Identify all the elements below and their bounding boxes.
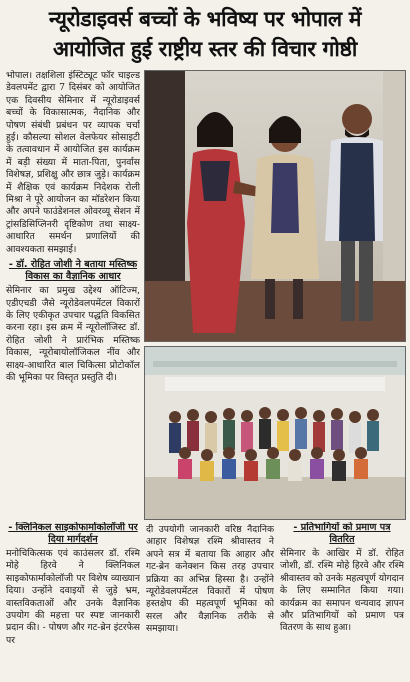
photo-certificate-presentation	[144, 70, 406, 342]
bottom-right-column	[280, 522, 404, 678]
headline-line-2: आयोजित हुई राष्ट्रीय स्तर की विचार गोष्ठी	[53, 37, 357, 61]
section1-paragraph: सेमिनार का प्रमुख उद्देश्य ऑटिज्म, एडीएचडी जैसे न्यूरोडेवलपमेंटल विकारों के लिए एकीकृत उपचार पद्धति विकसित करना रहा। इस क्रम में न्यूरोलॉजिस्ट डॉ. रोहित जोशी ने प्रारंभिक मस्तिष्क विकास, न्यूरोबायोलॉजिकल नींव और साक्ष्य-आधारित बाल चिकित्सा प्रोटोकॉल की भूमिका पर विस्तृत प्रस्तुति दी।	[6, 285, 140, 383]
bottom-left-column	[6, 522, 140, 678]
headline-line-1: न्यूरोडाइवर्स बच्चों के भविष्य पर भोपाल में	[48, 7, 362, 31]
section2-heading: - क्लिनिकल साइकोफार्माकोलॉजी पर दिया मार्गदर्शन	[8, 522, 138, 545]
section2-paragraph: मनोचिकित्सक एवं काउंसलर डॉ. रश्मि मोहे हिरवे ने क्लिनिकल साइकोफार्माकोलॉजी पर विशेष व्याख्यान दिया। उन्होंने दवाइयों से जुड़े भ्रम, वास्तविकताओं और उनके वैज्ञानिक उपयोग की महत्ता पर स्पष्ट जानकारी प्रदान की। - पोषण और गट-ब्रेन इंटरफेस पर	[6, 548, 140, 646]
middle-paragraph: दी उपयोगी जानकारी वरिष्ठ नैदानिक आहार विशेषज्ञ रश्मि श्रीवास्तव ने अपने सत्र में बताया कि आहार और गट-ब्रेन कनेक्शन किस तरह उपचार प्रक्रिया का अभिन्न हिस्सा है। उन्होंने न्यूरोडेवलपमेंटल विकारों में पोषण हस्तक्षेप की महत्वपूर्ण भूमिका को सरल और वैज्ञानिक तरीके से समझाया।	[146, 524, 274, 635]
photo-certificate-illustration	[145, 71, 405, 341]
section1-heading: - डॉ. रोहित जोशी ने बताया मस्तिष्क विकास का वैज्ञानिक आधार	[8, 259, 138, 283]
headline	[6, 4, 404, 64]
left-column	[6, 70, 140, 518]
photo-group-illustration	[145, 347, 405, 519]
photo-group	[144, 346, 406, 520]
intro-paragraph: भोपाल। तक्षशिला इंस्टिट्यूट फॉर चाइल्ड डेवलपमेंट द्वारा 7 दिसंबर को आयोजित एक दिवसीय सेमिनार में न्यूरोडाइवर्स बच्चों के विकासात्मक, नैदानिक और पोषण संबंधी प्रबंधन पर व्यापक चर्चा हुई। कौसल्या सोशल वेलफेयर सोसाइटी के तत्वावधान में आयोजित इस कार्यक्रम में बड़ी संख्या में माता-पिता, पुनर्वास विशेषज्ञ, प्रशिक्षु और छात्र जुड़े। कार्यक्रम में शैक्षिक एवं कार्यक्रम निदेशक रोली मिश्रा ने पूरे आयोजन का मॉडरेशन किया और अपने फाउंडेशनल ओवरव्यू सेशन में ट्रांसडिसिप्लिनरी दृष्टिकोण तथा साक्ष्य-आधारित समर्थन प्रणालियों की आवश्यकता समझाई।	[6, 70, 140, 255]
section3-paragraph: सेमिनार के आखिर में डॉ. रोहित जोशी, डॉ. रश्मि मोहे हिरवे और रश्मि श्रीवास्तव को उनके महत्वपूर्ण योगदान के लिए सम्मानित किया गया। कार्यक्रम का समापन धन्यवाद ज्ञापन और प्रतिभागियों को प्रमाण पत्र वितरण के साथ हुआ।	[280, 548, 404, 634]
bottom-middle-column	[146, 524, 274, 678]
section3-heading: - प्रतिभागियों को प्रमाण पत्र वितरित	[293, 522, 391, 545]
